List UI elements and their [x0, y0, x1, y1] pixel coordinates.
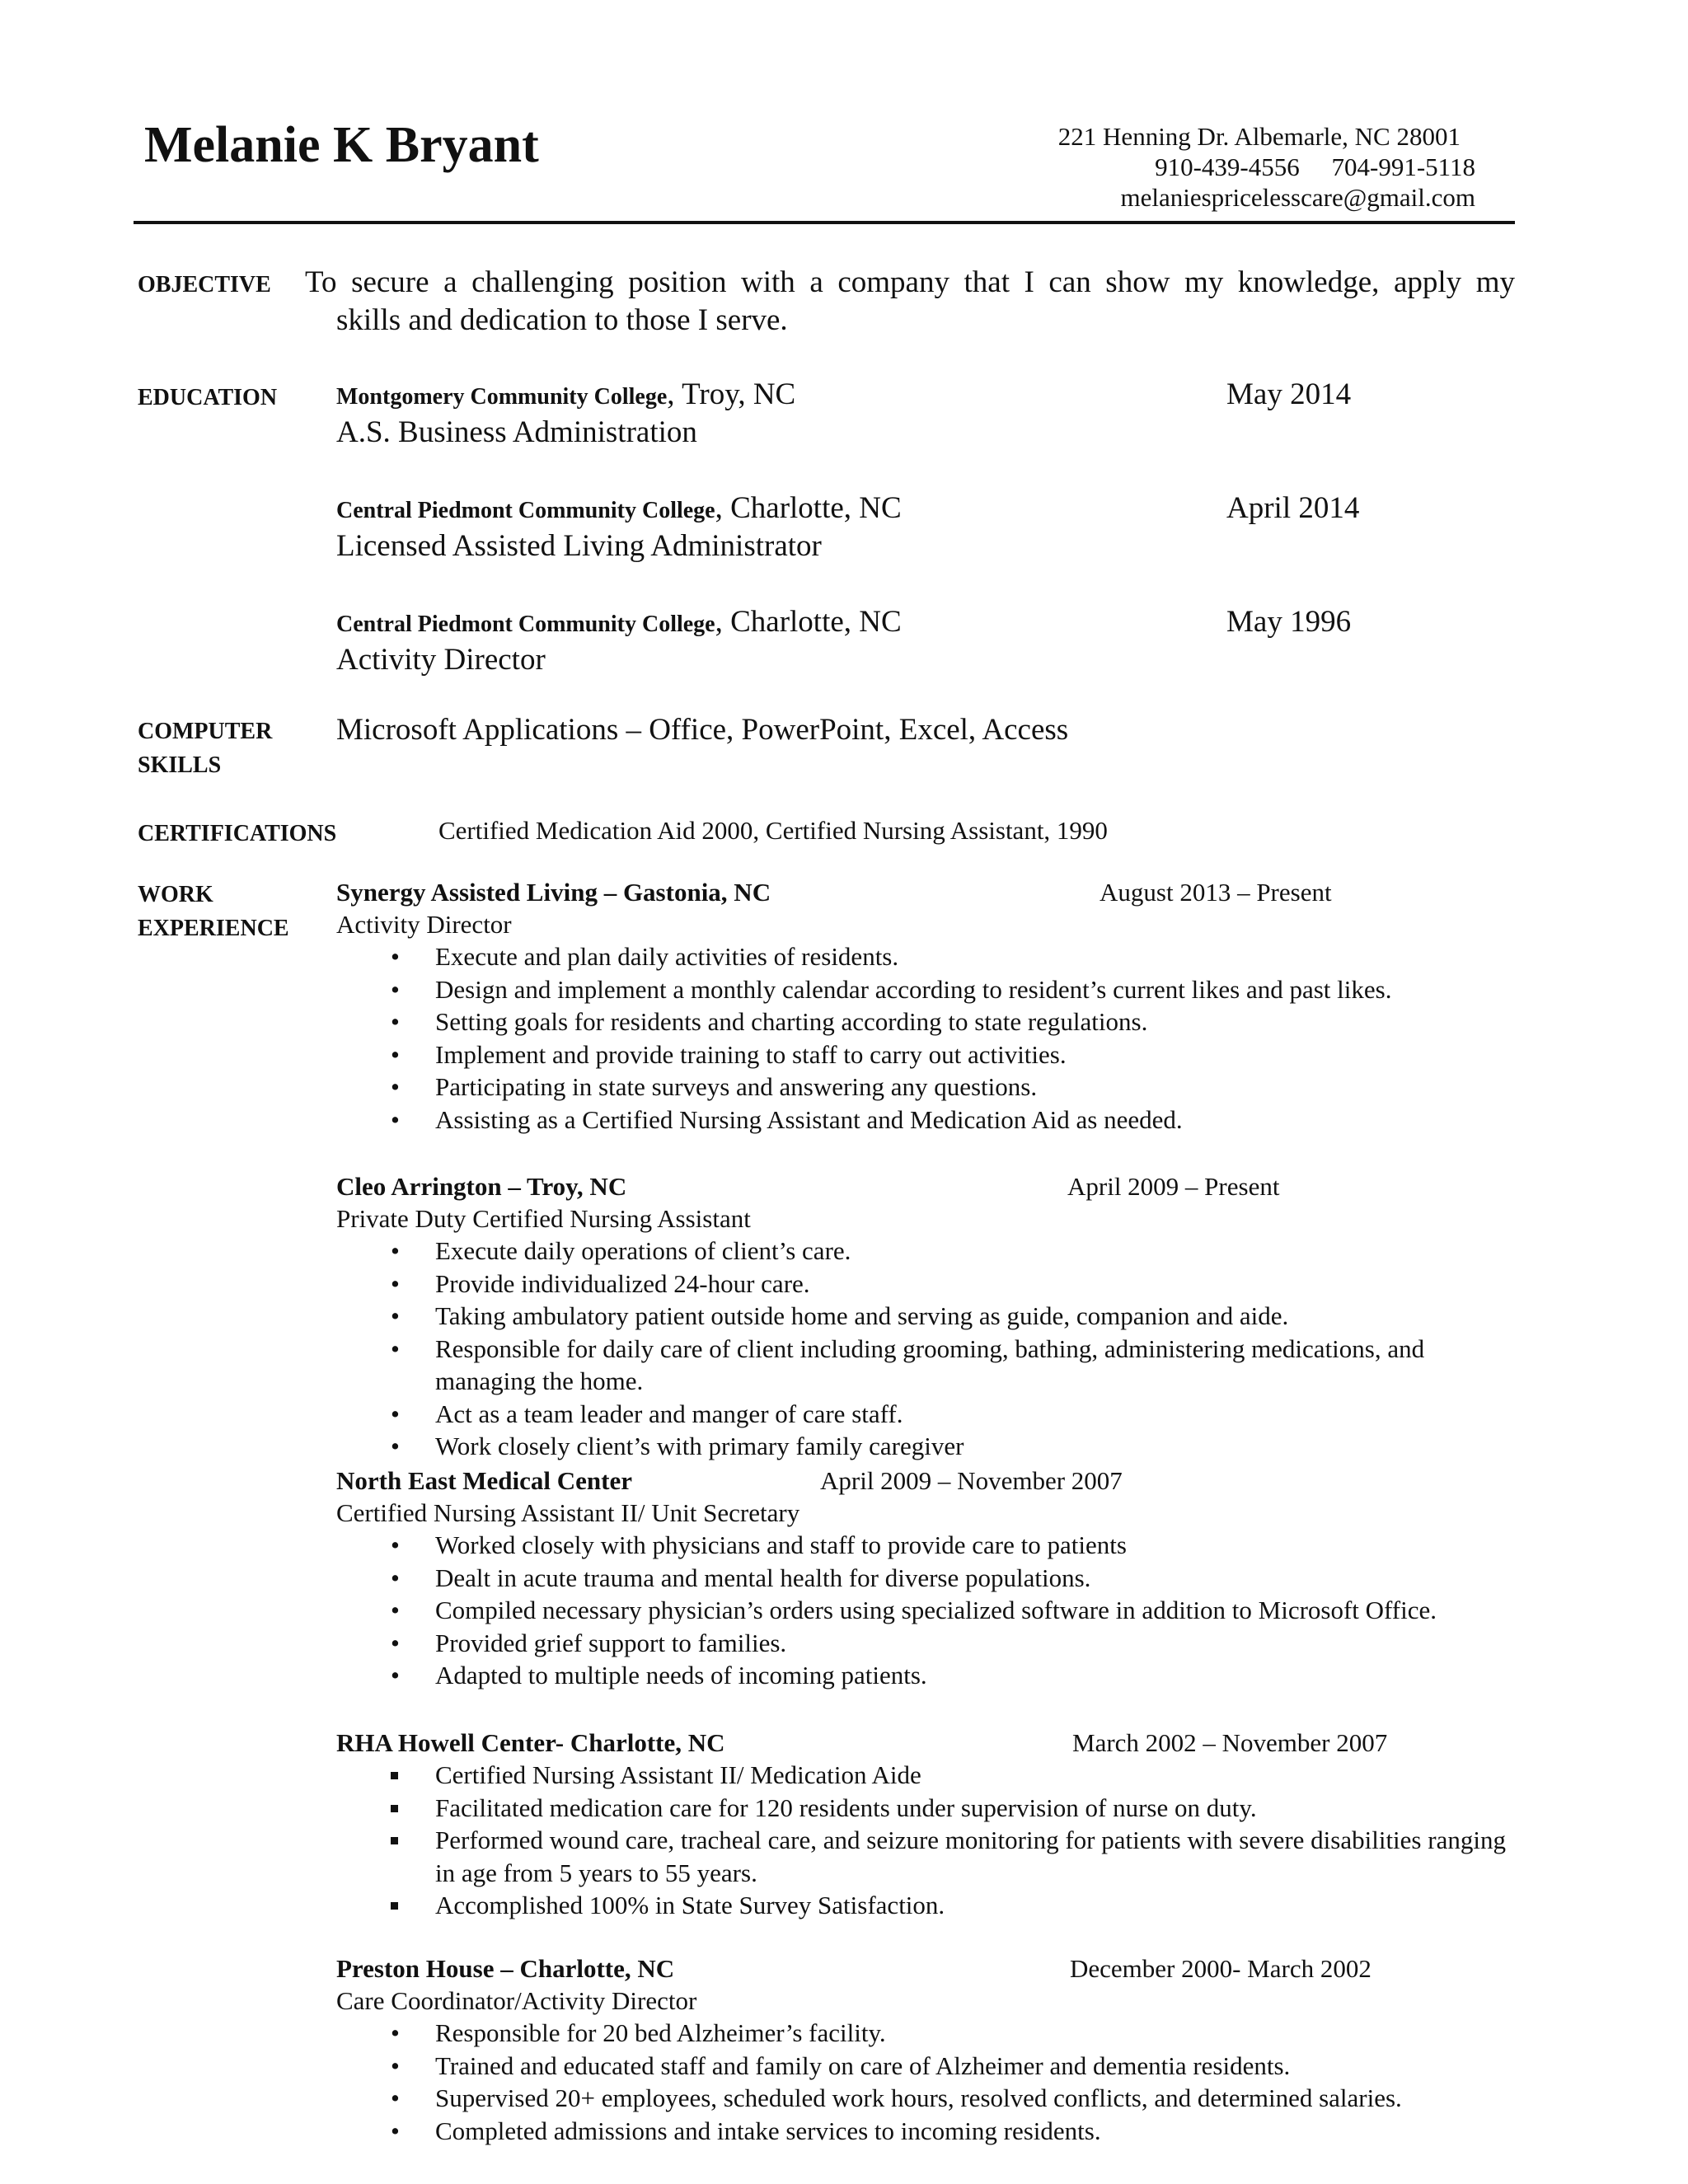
list-item: Facilitated medication care for 120 residents under supervision of nurse on duty. — [336, 1792, 1523, 1825]
work-experience-label — [138, 879, 289, 945]
objective-label: OBJECTIVE — [138, 272, 271, 298]
job-company: RHA Howell Center- Charlotte, NC — [336, 1728, 725, 1757]
work-experience-label-line-2: EXPERIENCE — [138, 915, 289, 941]
job-dates: March 2002 – November 2007 — [1072, 1728, 1388, 1757]
list-item: • Trained and educated staff and family on care of Alzheimer and dementia residents. — [391, 2050, 1291, 2080]
job-title: Care Coordinator/Activity Director — [336, 1986, 697, 2015]
job-bullets — [336, 1529, 1523, 1692]
job-dates: April 2009 – November 2007 — [820, 1466, 1123, 1495]
list-item: • Supervised 20+ employees, scheduled work hours, resolved conflicts, and determined salaries. — [391, 2083, 1402, 2112]
education-program: A.S. Business Administration — [336, 415, 697, 449]
education-program: Licensed Assisted Living Administrator — [336, 529, 822, 563]
contact-phone-2: 704-991-5118 — [1331, 152, 1475, 181]
job-title: Activity Director — [336, 910, 512, 939]
job-bullets — [336, 1759, 1523, 1922]
job-entry — [336, 876, 1523, 1136]
job-company: Cleo Arrington – Troy, NC — [336, 1172, 627, 1201]
list-item: • Execute daily operations of client’s care. — [391, 1236, 851, 1265]
objective-line-1: To secure a challenging position with a company that I can show my knowledge, apply my — [305, 265, 1515, 299]
school-location: , Charlotte, NC — [715, 491, 902, 525]
certifications-text: Certified Medication Aid 2000, Certified Nursing Assistant, 1990 — [438, 816, 1108, 845]
education-date: May 2014 — [1226, 377, 1352, 411]
contact-email: melaniespricelesscare@gmail.com — [1120, 183, 1475, 212]
job-entry — [336, 1170, 1523, 1463]
computer-skills-text: Microsoft Applications – Office, PowerPoint, Excel, Access — [336, 713, 1069, 747]
list-item: • Work closely client’s with primary family caregiver — [391, 1432, 964, 1460]
education-entry — [336, 607, 902, 637]
header-divider — [134, 221, 1515, 224]
job-entry — [336, 1727, 1523, 1922]
list-item: • Participating in state surveys and answering any questions. — [391, 1072, 1038, 1101]
education-date: May 1996 — [1226, 605, 1352, 639]
school-name: Montgomery Community College — [336, 384, 668, 410]
list-item: Certified Nursing Assistant II/ Medication Aide — [336, 1759, 1523, 1792]
job-company: Preston House – Charlotte, NC — [336, 1954, 675, 1983]
list-item: • Completed admissions and intake services to incoming residents. — [391, 2116, 1101, 2145]
job-bullets — [336, 2017, 1523, 2147]
job-company: Synergy Assisted Living – Gastonia, NC — [336, 878, 771, 907]
objective-line-2: skills and dedication to those I serve. — [336, 303, 788, 337]
list-item: Accomplished 100% in State Survey Satisfaction. — [336, 1889, 1523, 1922]
school-name: Central Piedmont Community College — [336, 612, 715, 637]
work-experience-label-line-1: WORK — [138, 882, 213, 907]
list-item: • Setting goals for residents and charting according to state regulations. — [391, 1007, 1148, 1036]
job-company: North East Medical Center — [336, 1466, 632, 1495]
job-entry — [336, 1952, 1523, 2147]
education-program: Activity Director — [336, 643, 546, 677]
list-item: • Implement and provide training to staff to carry out activities. — [391, 1039, 1067, 1069]
list-item: • Adapted to multiple needs of incoming patients. — [391, 1661, 927, 1690]
job-bullets — [336, 940, 1523, 1136]
contact-phones — [1155, 154, 1475, 180]
education-date: April 2014 — [1226, 491, 1360, 525]
education-label: EDUCATION — [138, 385, 278, 410]
list-item: • Responsible for daily care of client including grooming, bathing, administering medications, and managing the home. — [391, 1333, 1425, 1395]
computer-skills-label-line-1: COMPUTER — [138, 719, 273, 744]
education-entry — [336, 379, 795, 410]
computer-skills-label — [138, 715, 272, 782]
list-item: • Assisting as a Certified Nursing Assistant and Medication Aid as needed. — [391, 1104, 1183, 1134]
list-item: Performed wound care, tracheal care, and seizure monitoring for patients with severe disabilities ranging in age from 5 years to 55 years. — [336, 1824, 1523, 1889]
applicant-name: Melanie K Bryant — [144, 117, 539, 173]
contact-address: 221 Henning Dr. Albemarle, NC 28001 — [1057, 122, 1461, 151]
school-location: , Charlotte, NC — [715, 605, 902, 639]
list-item: • Responsible for 20 bed Alzheimer’s facility. — [391, 2018, 886, 2047]
job-title: Private Duty Certified Nursing Assistant — [336, 1204, 751, 1233]
school-location: , Troy, NC — [667, 377, 796, 411]
school-name: Central Piedmont Community College — [336, 498, 715, 523]
job-dates: December 2000- March 2002 — [1070, 1954, 1372, 1983]
objective-text — [305, 264, 1515, 340]
list-item: • Worked closely with physicians and staff to provide care to patients — [391, 1530, 1127, 1559]
contact-phone-1: 910-439-4556 — [1155, 152, 1300, 181]
job-dates: August 2013 – Present — [1100, 878, 1332, 907]
list-item: • Provide individualized 24-hour care. — [391, 1268, 810, 1298]
job-bullets — [336, 1235, 1523, 1463]
certifications-label: CERTIFICATIONS — [138, 821, 337, 846]
job-entry — [336, 1465, 1523, 1692]
education-entry — [336, 493, 902, 523]
list-item: • Act as a team leader and manger of care staff. — [391, 1399, 903, 1428]
list-item: • Compiled necessary physician’s orders using specialized software in addition to Microsoft Office. — [391, 1596, 1437, 1624]
list-item: • Taking ambulatory patient outside home and serving as guide, companion and aide. — [391, 1301, 1289, 1330]
job-title: Certified Nursing Assistant II/ Unit Secretary — [336, 1498, 800, 1527]
list-item: • Execute and plan daily activities of residents. — [391, 942, 899, 971]
list-item: • Dealt in acute trauma and mental health for diverse populations. — [391, 1563, 1091, 1592]
job-dates: April 2009 – Present — [1067, 1172, 1280, 1201]
computer-skills-label-line-2: SKILLS — [138, 752, 222, 778]
list-item: • Design and implement a monthly calendar according to resident’s current likes and past likes. — [391, 974, 1392, 1004]
list-item: • Provided grief support to families. — [391, 1628, 787, 1657]
